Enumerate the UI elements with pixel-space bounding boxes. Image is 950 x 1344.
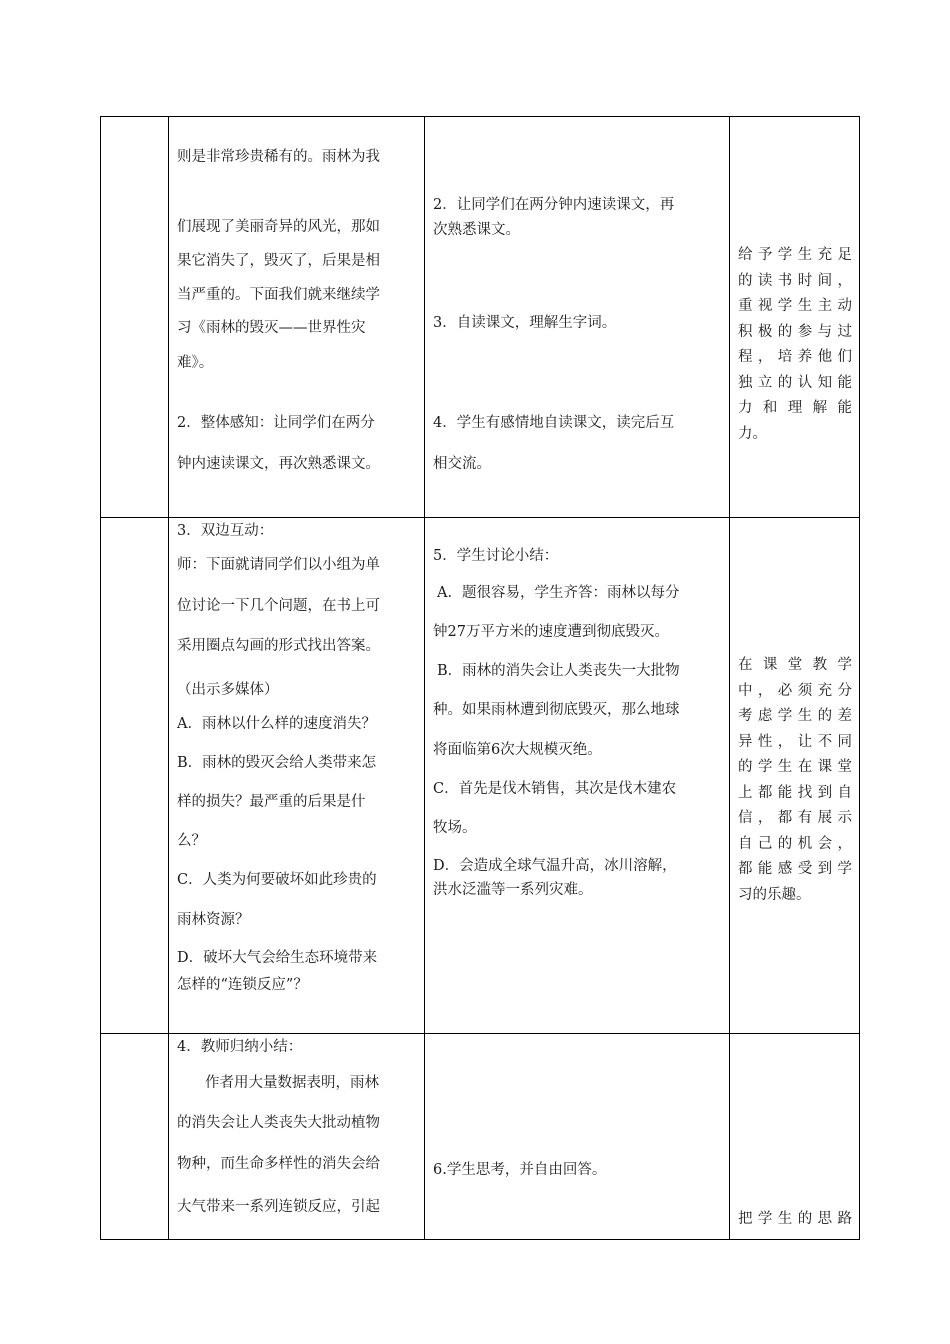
table-row xyxy=(101,117,860,518)
text-line: 难》。 xyxy=(177,355,214,371)
text-line: 大气带来一系列连锁反应，引起 xyxy=(177,1199,380,1215)
stage-cell xyxy=(101,1034,169,1240)
text-line: 钟内速读课文，再次熟悉课文。 xyxy=(177,456,380,472)
student-activity-cell xyxy=(425,518,730,1034)
note-line: 力和理解能 xyxy=(738,400,852,416)
note-line: 都能感受到学 xyxy=(738,861,852,877)
note-line: 程，培养他们 xyxy=(738,349,852,365)
text-line: 钟27万平方米的速度遭到彻底毁灭。 xyxy=(433,624,669,640)
text-line: 果它消失了，毁灭了，后果是相 xyxy=(177,253,380,269)
text-line: 2．整体感知：让同学们在两分 xyxy=(177,415,375,431)
text-line: 怎样的“连锁反应”？ xyxy=(177,977,308,993)
note-line: 习的乐趣。 xyxy=(738,886,811,903)
text-line: 次熟悉课文。 xyxy=(433,222,520,238)
text-line: D．破坏大气会给生态环境带来 xyxy=(177,950,378,966)
text-line: 洪水泛滥等一系列灾难。 xyxy=(433,882,593,898)
text-line: C．首先是伐木销售，其次是伐木建农 xyxy=(433,781,677,797)
text-line: 雨林资源？ xyxy=(177,912,250,928)
text-line: 5．学生讨论小结： xyxy=(433,548,559,564)
text-line: A．题很容易，学生齐答：雨林以每分 xyxy=(437,585,680,601)
text-line: 则是非常珍贵稀有的。雨林为我 xyxy=(177,149,380,165)
note-line: 异性，让不同 xyxy=(738,733,852,750)
student-activity-cell xyxy=(425,117,730,518)
text-line: 习《雨林的毁灭——世界性灾 xyxy=(177,320,366,336)
text-line: 么？ xyxy=(177,833,206,849)
text-line: 的消失会让人类丧失大批动植物 xyxy=(177,1115,380,1131)
teacher-activity-cell xyxy=(169,518,425,1034)
note-line: 中，必须充分 xyxy=(738,682,852,699)
text-line: B．雨林的消失会让人类丧失一大批物 xyxy=(437,663,680,679)
design-intent-cell xyxy=(730,1034,860,1240)
text-line: A．雨林以什么样的速度消失？ xyxy=(177,716,376,732)
note-line: 信，都有展示 xyxy=(738,810,852,826)
stage-cell xyxy=(101,518,169,1034)
note-line: 把学生的思路 xyxy=(738,1211,852,1227)
design-intent-cell xyxy=(730,518,860,1034)
text-line: 种。如果雨林遭到彻底毁灭，那么地球 xyxy=(433,702,680,718)
teacher-activity-cell xyxy=(169,117,425,518)
note-line: 上都能找到自 xyxy=(738,784,852,801)
text-line: 当严重的。下面我们就来继续学 xyxy=(177,287,380,303)
note-line: 力。 xyxy=(738,425,767,442)
text-line: 样的损失？最严重的后果是什 xyxy=(177,794,366,810)
text-line: 将面临第6次大规模灭绝。 xyxy=(433,742,602,758)
note-line: 给予学生充足 xyxy=(738,247,852,263)
student-activity-cell xyxy=(425,1034,730,1240)
text-line: 2．让同学们在两分钟内速读课文，再 xyxy=(433,197,675,213)
lesson-plan-table xyxy=(100,116,860,1240)
design-note xyxy=(738,243,852,447)
table-row xyxy=(101,518,860,1034)
teacher-activity-cell xyxy=(169,1034,425,1240)
note-line: 的读书时间， xyxy=(738,272,852,289)
text-line: 师：下面就请同学们以小组为单 xyxy=(177,557,380,573)
note-line: 自己的机会， xyxy=(738,835,852,852)
text-line: 牧场。 xyxy=(433,820,477,836)
note-line: 独立的认知能 xyxy=(738,374,852,391)
text-line: 6.学生思考，并自由回答。 xyxy=(433,1162,607,1178)
note-line: 积极的参与过 xyxy=(738,323,852,340)
stage-cell xyxy=(101,117,169,518)
text-line: 相交流。 xyxy=(433,456,491,472)
design-note xyxy=(738,653,852,908)
text-line: （出示多媒体） xyxy=(177,682,279,698)
text-line: 4．学生有感情地自读课文，读完后互 xyxy=(433,415,675,431)
note-line: 的学生在课堂 xyxy=(738,759,852,775)
note-line: 在课堂教学 xyxy=(738,657,852,673)
text-line: 位讨论一下几个问题，在书上可 xyxy=(177,598,380,614)
text-line: 采用圈点勾画的形式找出答案。 xyxy=(177,638,380,654)
text-line: 4．教师归纳小结： xyxy=(177,1039,303,1055)
text-line: C．人类为何要破坏如此珍贵的 xyxy=(177,872,377,888)
text-line: 物种，而生命多样性的消失会给 xyxy=(177,1156,380,1172)
text-line: 3．双边互动： xyxy=(177,523,274,539)
text-line: 3．自读课文，理解生字词。 xyxy=(433,315,617,331)
text-line: 作者用大量数据表明，雨林 xyxy=(205,1075,379,1091)
design-intent-cell xyxy=(730,117,860,518)
table-row xyxy=(101,1034,860,1240)
text-line: B．雨林的毁灭会给人类带来怎 xyxy=(177,755,377,771)
text-line: D．会造成全球气温升高，冰川溶解， xyxy=(433,858,677,874)
note-line: 考虑学生的差 xyxy=(738,708,852,724)
design-note xyxy=(738,1207,852,1233)
note-line: 重视学生主动 xyxy=(738,298,852,314)
text-line: 们展现了美丽奇异的风光，那如 xyxy=(177,219,380,235)
